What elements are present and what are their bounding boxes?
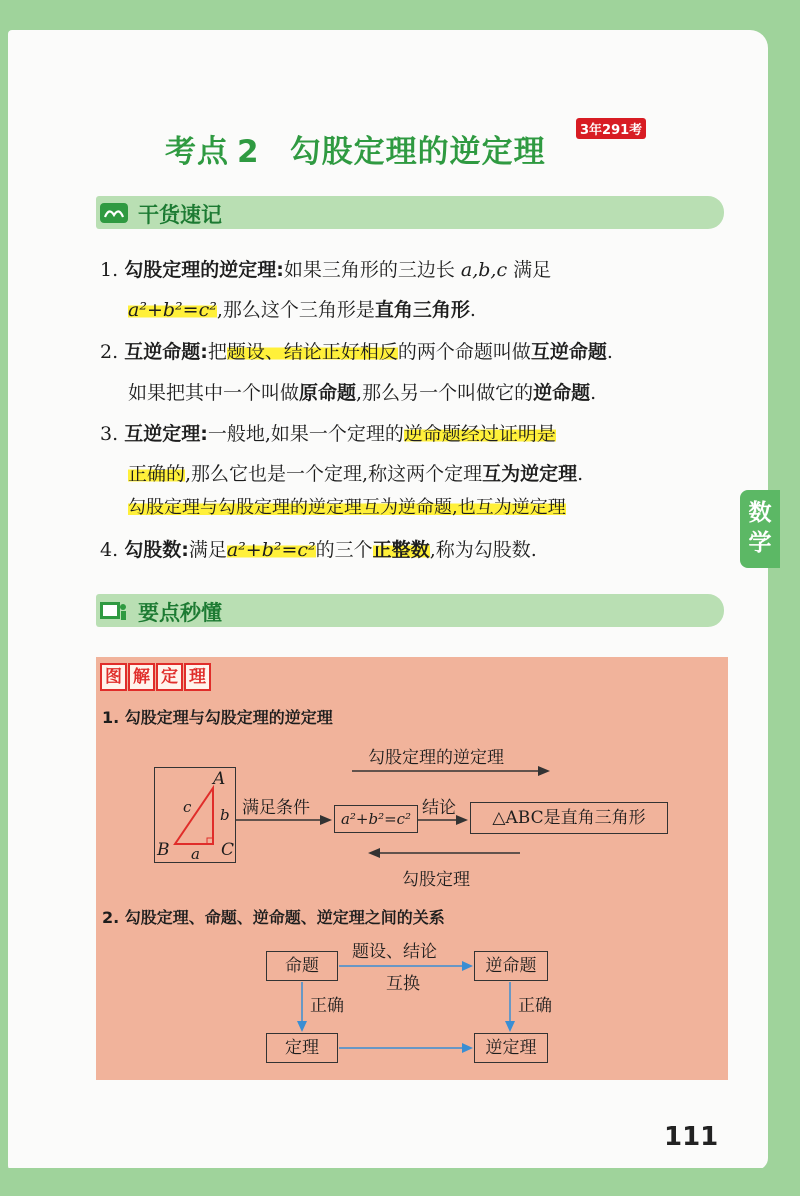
conclusion-label: 结论	[422, 798, 456, 818]
diagram-heading-2: 2. 勾股定理、命题、逆命题、逆定理之间的关系	[102, 908, 445, 927]
tag-char: 理	[184, 663, 211, 691]
item-term: 勾股数	[124, 539, 182, 561]
subject-char: 学	[748, 530, 772, 556]
item-text: 的三个	[315, 539, 373, 561]
highlight: 正确的	[128, 463, 186, 485]
item-number: 2.	[100, 341, 119, 363]
swap-label-2: 互换	[386, 974, 420, 994]
chalkboard-icon	[100, 599, 128, 623]
highlight: 勾股定理与勾股定理的逆定理互为逆命题,也互为逆定理	[128, 497, 566, 518]
colon: :	[200, 423, 208, 445]
item-text: 如果把其中一个叫做	[128, 382, 300, 404]
book-icon	[100, 201, 128, 225]
item-text: ,那么另一个叫做它的	[356, 382, 534, 404]
subject-char: 数	[748, 500, 772, 526]
subject-tab[interactable]	[740, 490, 780, 568]
diagram-panel	[96, 657, 728, 1080]
section-bar-keypoints	[96, 594, 724, 627]
converse-theorem-label: 勾股定理的逆定理	[368, 748, 504, 768]
page-number: 111	[664, 1122, 719, 1152]
exam-count-badge: 3年291考	[576, 118, 646, 139]
diagram-heading-1: 1. 勾股定理与勾股定理的逆定理	[102, 708, 333, 727]
item-text: 满足	[188, 539, 227, 561]
list-item-2-cont	[128, 373, 596, 413]
list-item-3-note	[128, 488, 566, 528]
period: .	[606, 341, 613, 363]
list-item-3	[100, 414, 556, 454]
period: .	[577, 463, 584, 485]
pythagorean-theorem-label: 勾股定理	[402, 870, 470, 890]
section-label: 要点秒懂	[138, 601, 222, 625]
item-term: 勾股定理的逆定理	[124, 259, 277, 281]
side-label-c: c	[183, 798, 192, 816]
item-number: 4.	[100, 539, 119, 561]
condition-label: 满足条件	[242, 798, 310, 818]
tag-char: 解	[128, 663, 155, 691]
list-item-2	[100, 332, 613, 372]
variables: a,b,c	[460, 259, 508, 281]
bold-term: 互为逆定理	[482, 463, 578, 485]
bottom-strip	[0, 1168, 800, 1196]
list-item-4	[100, 530, 537, 570]
tag-char: 定	[156, 663, 183, 691]
side-label-a: a	[191, 845, 200, 863]
page-title	[165, 126, 546, 171]
pythagorean-formula: a²+b²=c²	[128, 299, 217, 321]
bold-term: 互逆命题	[530, 341, 607, 363]
converse-theorem-box: 逆定理	[474, 1033, 548, 1063]
vertex-label-B: B	[157, 840, 170, 860]
period: .	[469, 299, 476, 321]
item-text: 如果三角形的三边长	[283, 259, 455, 281]
item-text: ,称为勾股数.	[429, 539, 537, 561]
list-item-1-cont	[128, 290, 476, 330]
item-text: 满足	[513, 259, 552, 281]
colon: :	[276, 259, 284, 281]
bold-term: 逆命题	[533, 382, 591, 404]
section-bar-notes	[96, 196, 724, 229]
title-prefix: 考点	[165, 134, 229, 170]
highlight: 逆命题经过证明是	[403, 423, 556, 445]
theorem-box: 定理	[266, 1033, 338, 1063]
bold-term: 正整数	[372, 539, 430, 561]
colon: :	[181, 539, 189, 561]
swap-label: 题设、结论	[352, 942, 437, 962]
item-text: 把	[207, 341, 227, 363]
item-text: 的两个命题叫做	[397, 341, 531, 363]
item-text: 一般地,如果一个定理的	[207, 423, 404, 445]
item-term: 互逆定理	[124, 423, 201, 445]
item-text: ,那么这个三角形是	[216, 299, 375, 321]
item-number: 1.	[100, 259, 119, 281]
vertex-label-C: C	[221, 840, 235, 860]
section-label: 干货速记	[138, 203, 222, 227]
formula-box: a²+b²=c²	[334, 805, 418, 833]
side-label-b: b	[220, 806, 230, 824]
item-number: 3.	[100, 423, 119, 445]
colon: :	[200, 341, 208, 363]
converse-box: 逆命题	[474, 951, 548, 981]
bold-term: 直角三角形	[374, 299, 470, 321]
result-box: △ABC是直角三角形	[470, 802, 668, 834]
pythagorean-formula: a²+b²=c²	[226, 539, 316, 561]
item-term: 互逆命题	[124, 341, 201, 363]
period: .	[590, 382, 597, 404]
tag-char: 图	[100, 663, 127, 691]
proposition-box: 命题	[266, 951, 338, 981]
item-text: ,那么它也是一个定理,称这两个定理	[185, 463, 483, 485]
correct-label-left: 正确	[310, 996, 344, 1016]
vertex-label-A: A	[213, 769, 226, 789]
correct-label-right: 正确	[518, 996, 552, 1016]
bold-term: 原命题	[299, 382, 357, 404]
list-item-1	[100, 250, 551, 290]
title-text: 勾股定理的逆定理	[289, 134, 546, 170]
title-number: 2	[237, 134, 260, 170]
highlight: 题设、结论正好相反	[226, 341, 398, 363]
relation-arrows	[96, 657, 728, 1080]
